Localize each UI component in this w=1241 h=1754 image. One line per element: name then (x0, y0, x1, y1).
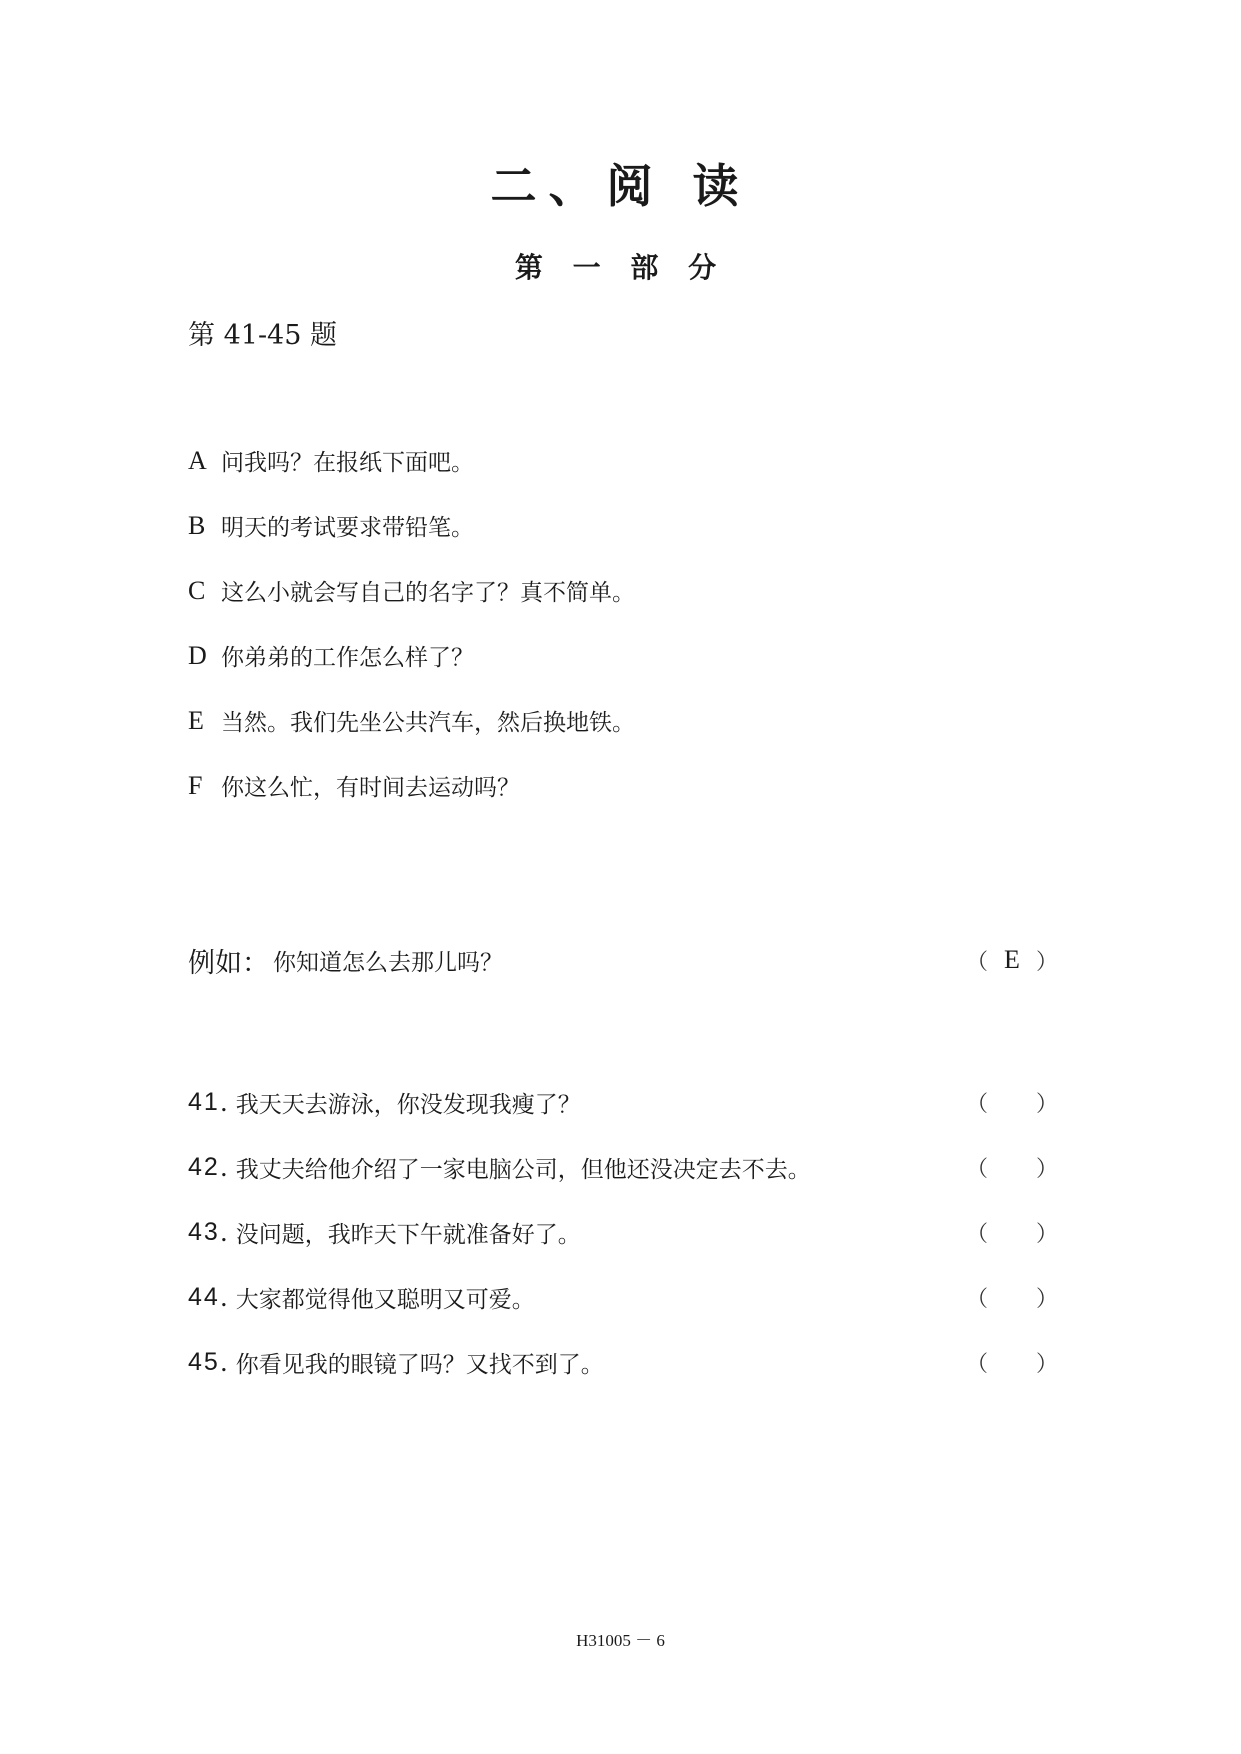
option-letter: F (188, 770, 203, 800)
option-text: 你这么忙，有时间去运动吗？ (221, 775, 520, 801)
option-f (188, 753, 1068, 818)
page-footer: H31005 － 6 (576, 1631, 665, 1650)
close-paren: ） (1035, 1157, 1058, 1182)
option-text: 你弟弟的工作怎么样了？ (221, 645, 474, 671)
close-paren: ） (1035, 1222, 1058, 1247)
question-43 (188, 1200, 1058, 1265)
option-letter: D (188, 640, 207, 670)
open-paren: （ (966, 949, 989, 975)
open-paren: （ (966, 1157, 989, 1182)
question-45 (188, 1330, 1058, 1395)
question-text: 我丈夫给他介绍了一家电脑公司，但他还没决定去不去。 (235, 1157, 811, 1183)
answer-blank[interactable] (966, 1152, 1058, 1183)
option-b (188, 493, 1068, 558)
open-paren: （ (966, 1287, 989, 1312)
example-answer-slot (966, 945, 1058, 976)
question-number: 44 (188, 1283, 220, 1311)
question-dot: . (219, 1088, 228, 1117)
close-paren: ） (1035, 1287, 1058, 1312)
option-text: 问我吗？在报纸下面吧。 (221, 450, 474, 476)
option-letter: B (188, 510, 206, 540)
question-41 (188, 1070, 1058, 1135)
answer-options-list (188, 428, 1068, 818)
close-paren: ） (1035, 1352, 1058, 1377)
section-title: 二、阅 读 (490, 159, 751, 213)
example-label: 例如： (188, 947, 269, 979)
option-text: 当然。我们先坐公共汽车，然后换地铁。 (221, 710, 635, 736)
option-letter: A (188, 445, 207, 475)
question-text: 没问题，我昨天下午就准备好了。 (235, 1222, 581, 1248)
question-number: 43 (188, 1218, 220, 1246)
question-number: 42 (188, 1153, 220, 1181)
question-range: 第 41-45 题 (188, 320, 338, 351)
answer-blank[interactable] (966, 1347, 1058, 1378)
answer-blank[interactable] (966, 1217, 1058, 1248)
option-e (188, 688, 1068, 753)
question-44 (188, 1265, 1058, 1330)
option-text: 这么小就会写自己的名字了？真不简单。 (221, 580, 635, 606)
example-answer: E (1004, 945, 1020, 974)
close-paren: ） (1035, 949, 1058, 975)
example-row (188, 940, 1058, 980)
question-text: 我天天去游泳，你没发现我瘦了？ (235, 1092, 581, 1118)
example-text: 你知道怎么去那儿吗？ (273, 949, 503, 976)
close-paren: ） (1035, 1092, 1058, 1117)
answer-blank[interactable] (966, 1282, 1058, 1313)
question-42 (188, 1135, 1058, 1200)
open-paren: （ (966, 1092, 989, 1117)
question-text: 大家都觉得他又聪明又可爱。 (235, 1287, 535, 1313)
option-a (188, 428, 1068, 493)
question-dot: . (219, 1283, 228, 1312)
part-title: 第 一 部 分 (514, 251, 727, 284)
option-d (188, 623, 1068, 688)
option-letter: E (188, 705, 204, 735)
question-number: 45 (188, 1348, 220, 1376)
open-paren: （ (966, 1222, 989, 1247)
option-c (188, 558, 1068, 623)
question-dot: . (219, 1153, 228, 1182)
question-dot: . (219, 1348, 228, 1377)
option-text: 明天的考试要求带铅笔。 (221, 515, 474, 541)
option-letter: C (188, 575, 206, 605)
question-dot: . (219, 1218, 228, 1247)
answer-blank[interactable] (966, 1087, 1058, 1118)
question-number: 41 (188, 1088, 220, 1116)
questions-list (188, 1070, 1058, 1395)
open-paren: （ (966, 1352, 989, 1377)
question-text: 你看见我的眼镜了吗？又找不到了。 (235, 1352, 604, 1378)
